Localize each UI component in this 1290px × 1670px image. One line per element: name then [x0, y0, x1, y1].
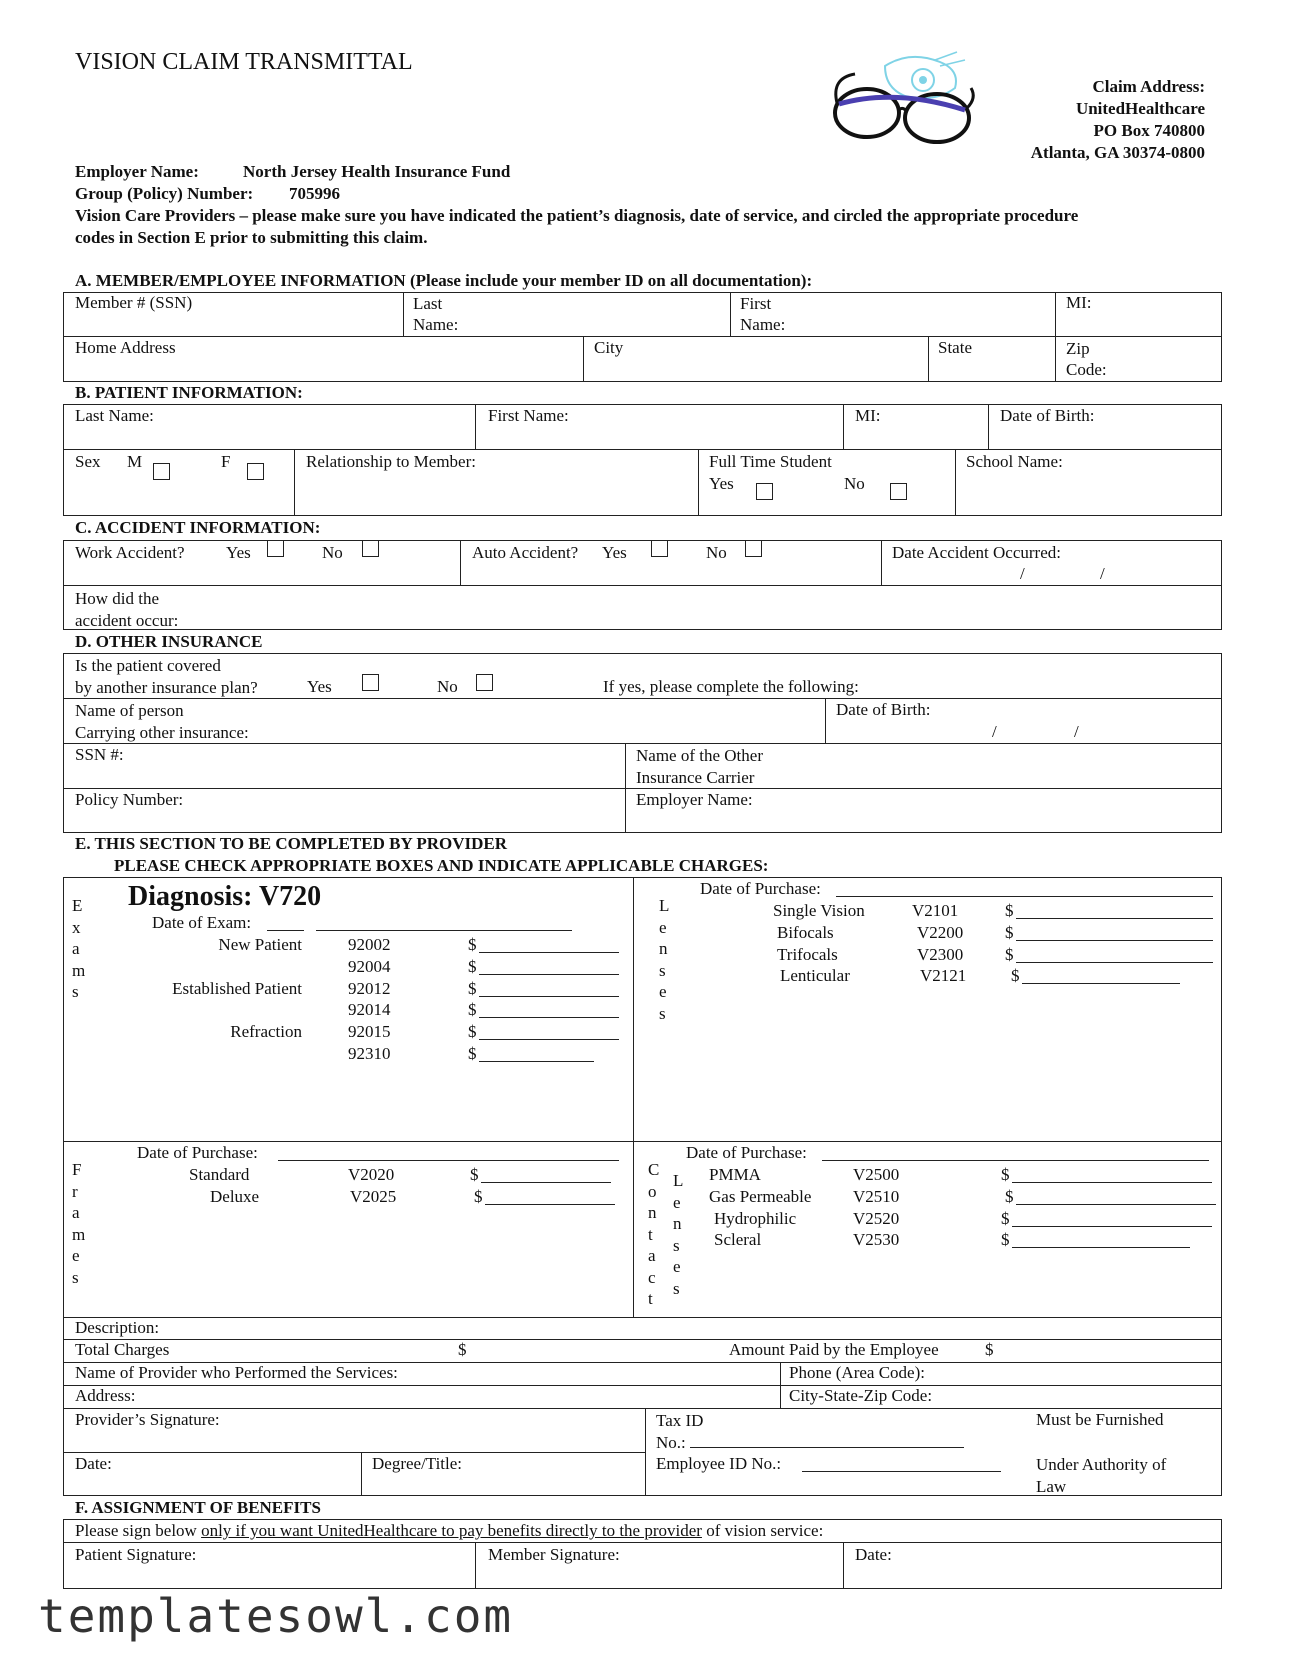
work-accident-label: Work Accident?: [75, 543, 185, 562]
exam-charge-blank[interactable]: [479, 1061, 594, 1062]
contact-charge-blank[interactable]: [1012, 1247, 1190, 1248]
exam-type-label: Refraction: [230, 1022, 302, 1042]
city-field[interactable]: City: [594, 338, 624, 357]
under-authority-label: Under Authority of Law: [1036, 1455, 1167, 1496]
other-ssn-field[interactable]: SSN #:: [75, 745, 124, 764]
frame-code[interactable]: V2020: [348, 1165, 395, 1184]
frame-type-label: Standard: [189, 1165, 250, 1184]
lens-type-label: Lenticular: [780, 966, 850, 986]
relationship-field[interactable]: Relationship to Member:: [306, 452, 476, 471]
frame-charge-blank[interactable]: [481, 1182, 611, 1183]
lens-code[interactable]: V2300: [917, 944, 964, 964]
exam-code[interactable]: 92012: [348, 978, 391, 998]
date-accident-field[interactable]: Date Accident Occurred:: [892, 543, 1061, 562]
state-field[interactable]: State: [938, 338, 972, 357]
date-slash-2: /: [1100, 564, 1105, 583]
frame-dollar: $: [474, 1186, 483, 1206]
work-no-checkbox[interactable]: [362, 540, 379, 557]
home-address-field[interactable]: Home Address: [75, 338, 176, 357]
provider-signature-field[interactable]: Provider’s Signature:: [75, 1410, 220, 1429]
how-accident-field[interactable]: How did the accident occur:: [75, 589, 179, 630]
exam-code[interactable]: 92002: [348, 935, 391, 954]
contact-type-label: Gas Permeable: [709, 1186, 812, 1206]
lens-code[interactable]: V2121: [920, 966, 967, 986]
claim-address: Claim Address: UnitedHealthcare PO Box 740800 Atlanta, GA 30374-0800: [1030, 77, 1205, 162]
contact-code[interactable]: V2530: [853, 1230, 900, 1250]
contact-type-label: Hydrophilic: [714, 1208, 797, 1228]
section-e-subheading: PLEASE CHECK APPROPRIATE BOXES AND INDICATE APPLICABLE CHARGES:: [114, 856, 769, 875]
section-a-box: [63, 292, 1222, 382]
auto-no-label: No: [706, 543, 727, 562]
exam-code[interactable]: 92004: [348, 956, 391, 976]
frames-vertical-label: F r a m e s: [72, 1160, 86, 1287]
other-dob-field[interactable]: Date of Birth:: [836, 700, 931, 719]
auto-yes-label: Yes: [602, 543, 627, 562]
exam-dollar: $: [468, 1000, 477, 1020]
frame-date-of-purchase-label: Date of Purchase:: [137, 1143, 258, 1162]
exams-vertical-label: E x a m s: [72, 896, 86, 1001]
employee-id-label: Employee ID No.:: [656, 1454, 782, 1473]
contact-type-label: Scleral: [714, 1230, 762, 1250]
student-yes-checkbox[interactable]: [756, 483, 773, 500]
other-dob-slash-1: /: [992, 722, 997, 741]
student-no-label: No: [844, 474, 865, 493]
exam-code[interactable]: 92015: [348, 1022, 391, 1042]
contact-dollar: $: [1001, 1208, 1010, 1228]
patient-signature-field[interactable]: Patient Signature:: [75, 1545, 197, 1564]
exam-charge-blank[interactable]: [479, 974, 619, 975]
section-d-heading: D. OTHER INSURANCE: [75, 632, 263, 651]
contact-code[interactable]: V2510: [853, 1186, 900, 1206]
member-mi-field[interactable]: MI:: [1066, 293, 1092, 312]
employee-id-blank[interactable]: [802, 1471, 1001, 1472]
sex-f-label: F: [221, 452, 231, 471]
lens-date-of-purchase-label: Date of Purchase:: [700, 879, 821, 898]
member-first-name-field[interactable]: First Name:: [740, 294, 786, 334]
form-title: VISION CLAIM TRANSMITTAL: [75, 49, 413, 75]
if-yes-text: If yes, please complete the following:: [603, 677, 859, 696]
provider-phone-field[interactable]: Phone (Area Code):: [789, 1363, 925, 1382]
lens-charge-blank[interactable]: [1016, 918, 1213, 919]
auto-yes-checkbox[interactable]: [651, 540, 668, 557]
covered-no-checkbox[interactable]: [476, 674, 493, 691]
exam-charge-blank[interactable]: [479, 952, 619, 953]
lens-dollar: $: [1005, 901, 1014, 920]
section-a-heading: A. MEMBER/EMPLOYEE INFORMATION (Please include your member ID on all documentation):: [75, 271, 813, 290]
contact-code[interactable]: V2520: [853, 1208, 900, 1228]
date-of-exam-label: Date of Exam:: [152, 913, 252, 932]
employer-name-label: Employer Name:: [75, 162, 199, 181]
exam-dollar: $: [468, 978, 477, 998]
exam-type-label: New Patient: [218, 935, 302, 954]
provider-notice-line1: Vision Care Providers – please make sure you have indicated the patient’s diagnosis, date of service, and circled the appropriate procedure: [75, 206, 1079, 225]
covered-question: Is the patient covered by another insurance plan?: [75, 656, 258, 697]
contact-charge-blank[interactable]: [1012, 1182, 1212, 1183]
tax-id-field[interactable]: Tax ID No.:: [656, 1411, 704, 1452]
contact-date-of-purchase-blank[interactable]: [822, 1160, 1209, 1161]
member-signature-field[interactable]: Member Signature:: [488, 1545, 620, 1564]
provider-address-field[interactable]: Address:: [75, 1386, 136, 1405]
total-charges-dollar[interactable]: $: [458, 1340, 467, 1359]
patient-dob-field[interactable]: Date of Birth:: [1000, 406, 1095, 425]
lens-dollar: $: [1011, 966, 1020, 986]
other-carrier-field[interactable]: Name of the Other Insurance Carrier: [636, 746, 763, 787]
provider-date-field[interactable]: Date:: [75, 1454, 112, 1473]
covered-no-label: No: [437, 677, 458, 696]
contact-dollar: $: [1001, 1165, 1010, 1184]
lenses-vertical-label: L e n s e s: [659, 896, 670, 1023]
frame-dollar: $: [470, 1165, 479, 1184]
contact-code[interactable]: V2500: [853, 1165, 900, 1184]
patient-mi-field[interactable]: MI:: [855, 406, 881, 425]
work-no-label: No: [322, 543, 343, 562]
lens-date-of-purchase-blank[interactable]: [836, 896, 1213, 897]
contact-lenses-vertical-label: L e n s e s: [673, 1171, 684, 1298]
lens-type-label: Bifocals: [777, 922, 834, 942]
exam-dollar: $: [468, 1022, 477, 1042]
amount-paid-dollar[interactable]: $: [985, 1340, 994, 1359]
employer-name-value: North Jersey Health Insurance Fund: [243, 162, 511, 181]
lens-code[interactable]: V2101: [912, 901, 959, 920]
must-be-furnished-label: Must be Furnished: [1036, 1410, 1164, 1429]
frame-code[interactable]: V2025: [350, 1186, 397, 1206]
exam-code[interactable]: 92014: [348, 1000, 391, 1020]
lens-charge-blank[interactable]: [1016, 940, 1213, 941]
other-employer-field[interactable]: Employer Name:: [636, 790, 753, 809]
exam-charge-blank[interactable]: [479, 996, 619, 997]
section-b-heading: B. PATIENT INFORMATION:: [75, 383, 303, 402]
sex-f-checkbox[interactable]: [247, 463, 264, 480]
lens-type-label: Single Vision: [773, 901, 865, 920]
exam-dollar: $: [468, 935, 477, 954]
member-number-field[interactable]: Member # (SSN): [75, 293, 193, 312]
other-dob-slash-2: /: [1074, 722, 1079, 741]
contact-charge-blank[interactable]: [1016, 1204, 1216, 1205]
description-field[interactable]: Description:: [75, 1318, 160, 1337]
exam-charge-blank[interactable]: [479, 1039, 619, 1040]
work-yes-checkbox[interactable]: [267, 540, 284, 557]
work-yes-label: Yes: [226, 543, 251, 562]
group-number-label: Group (Policy) Number:: [75, 184, 254, 203]
degree-title-field[interactable]: Degree/Title:: [372, 1454, 463, 1473]
assignment-instruction: Please sign below only if you want UnitedHealthcare to pay benefits directly to the provider of vision service:: [75, 1521, 824, 1540]
lens-type-label: Trifocals: [777, 944, 838, 964]
frame-date-of-purchase-blank[interactable]: [278, 1160, 619, 1161]
exam-date-blank-1[interactable]: [267, 930, 304, 931]
contacts-vertical-label: C o n t a c t: [648, 1160, 660, 1308]
full-time-student-label: Full Time Student: [709, 452, 832, 471]
exam-charge-blank[interactable]: [479, 1017, 619, 1018]
contact-date-of-purchase-label: Date of Purchase:: [686, 1143, 807, 1162]
exam-date-blank-2[interactable]: [316, 930, 572, 931]
patient-first-name-field[interactable]: First Name:: [488, 406, 569, 425]
other-person-name-field[interactable]: Name of person Carrying other insurance:: [75, 701, 249, 742]
sex-label: Sex: [75, 452, 101, 471]
provider-city-state-zip-field[interactable]: City-State-Zip Code:: [789, 1386, 933, 1405]
contact-charge-blank[interactable]: [1012, 1226, 1212, 1227]
other-policy-number-field[interactable]: Policy Number:: [75, 790, 184, 809]
frame-charge-blank[interactable]: [485, 1204, 615, 1205]
total-charges-label: Total Charges: [75, 1340, 170, 1359]
assignment-date-field[interactable]: Date:: [855, 1545, 892, 1564]
section-e-heading: E. THIS SECTION TO BE COMPLETED BY PROVIDER: [75, 834, 508, 853]
date-slash-1: /: [1020, 564, 1025, 583]
school-name-field[interactable]: School Name:: [966, 452, 1063, 471]
member-last-name-field[interactable]: Last Name:: [413, 294, 459, 334]
watermark: templatesowl.com: [38, 1589, 514, 1643]
contact-dollar: $: [1001, 1230, 1010, 1250]
contact-type-label: PMMA: [709, 1165, 761, 1184]
student-yes-label: Yes: [709, 474, 734, 493]
auto-accident-label: Auto Accident?: [472, 543, 579, 562]
covered-yes-checkbox[interactable]: [362, 674, 379, 691]
exam-dollar: $: [468, 1044, 477, 1063]
sex-m-checkbox[interactable]: [153, 463, 170, 480]
diagnosis-code: Diagnosis: V720: [128, 881, 322, 912]
student-no-checkbox[interactable]: [890, 483, 907, 500]
covered-yes-label: Yes: [307, 677, 332, 696]
sex-m-label: M: [127, 452, 143, 471]
lens-charge-blank[interactable]: [1022, 983, 1180, 984]
exam-type-label: Established Patient: [172, 978, 302, 998]
lens-charge-blank[interactable]: [1016, 962, 1213, 963]
eyeglasses-logo: [825, 48, 980, 153]
contact-dollar: $: [1005, 1186, 1014, 1206]
patient-last-name-field[interactable]: Last Name:: [75, 406, 154, 425]
tax-id-blank[interactable]: [690, 1447, 964, 1448]
section-c-heading: C. ACCIDENT INFORMATION:: [75, 518, 321, 537]
section-f-heading: F. ASSIGNMENT OF BENEFITS: [75, 1498, 321, 1517]
amount-paid-label: Amount Paid by the Employee: [729, 1340, 939, 1359]
exam-dollar: $: [468, 956, 477, 976]
frame-type-label: Deluxe: [210, 1186, 260, 1206]
provider-notice-line2: codes in Section E prior to submitting this claim.: [75, 228, 428, 247]
lens-code[interactable]: V2200: [917, 922, 964, 942]
lens-dollar: $: [1005, 944, 1014, 964]
zip-code-field[interactable]: Zip Code:: [1066, 339, 1107, 379]
provider-name-field[interactable]: Name of Provider who Performed the Services:: [75, 1363, 398, 1382]
auto-no-checkbox[interactable]: [745, 540, 762, 557]
lens-dollar: $: [1005, 922, 1014, 942]
group-number-value: 705996: [289, 184, 340, 203]
exam-code[interactable]: 92310: [348, 1044, 391, 1063]
